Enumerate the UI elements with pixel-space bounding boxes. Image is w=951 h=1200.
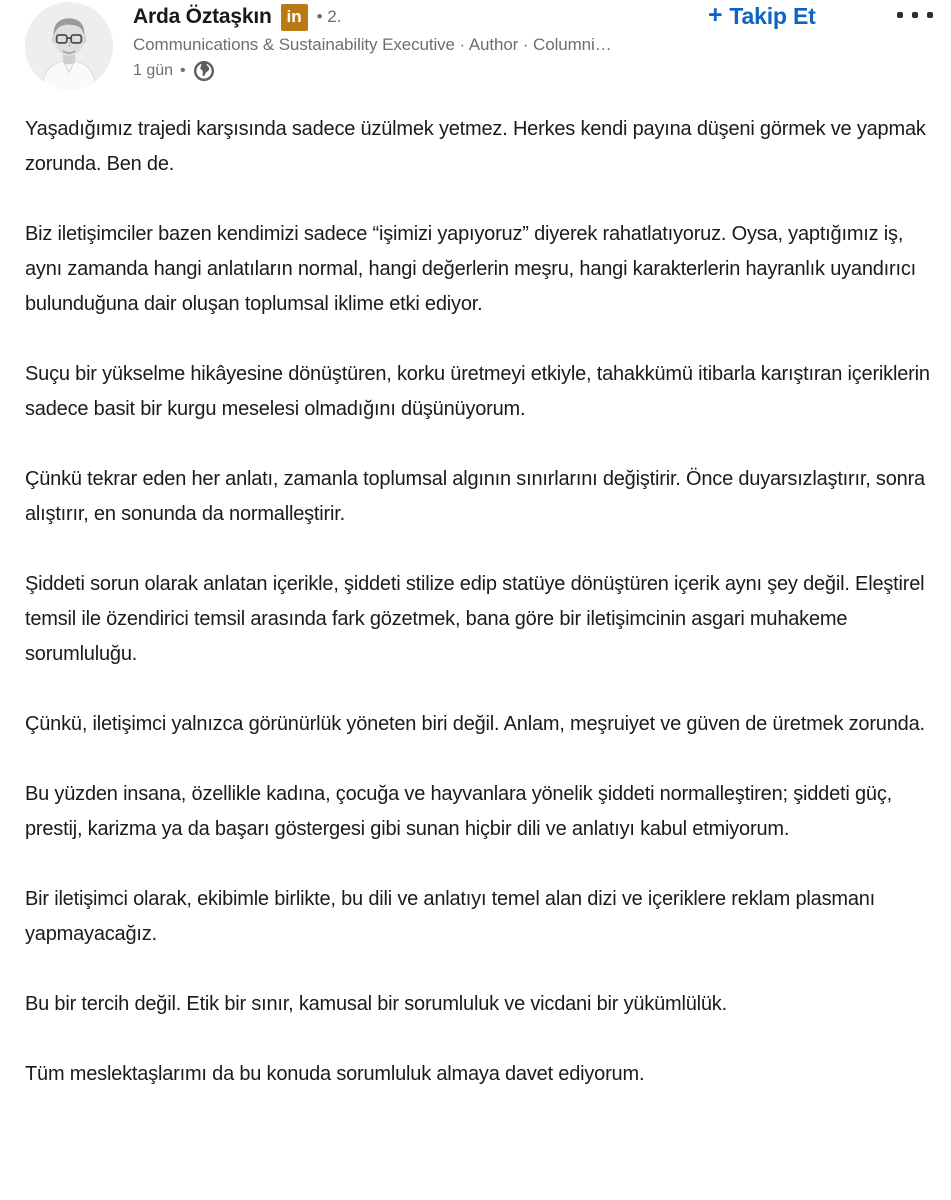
overflow-menu-button[interactable] [893, 8, 937, 22]
post-meta [133, 60, 612, 82]
post-paragraph: Suçu bir yükselme hikâyesine dönüştüren, korku üretmeyi etkiyle, tahakkümü itibarla karıştıran içeriklerin sadece basit bir kurgu meselesi olmadığını düşünüyorum. [25, 363, 930, 420]
post-paragraph: Yaşadığımız trajedi karşısında sadece üzülmek yetmez. Herkes kendi payına düşeni görmek ve yapmak zorunda. Ben de. [25, 118, 926, 175]
post-timestamp: 1 gün [133, 62, 174, 79]
post-paragraph: Çünkü tekrar eden her anlatı, zamanla toplumsal algının sınırlarını değiştirir. Önce duyarsızlaştırır, sonra alıştırır, en sonunda da normalleştirir. [25, 468, 925, 525]
profile-name[interactable]: Arda Öztaşkın [133, 5, 272, 28]
post-paragraph: Tüm meslektaşlarımı da bu konuda sorumluluk almaya davet ediyorum. [25, 1063, 645, 1085]
name-row [133, 2, 612, 32]
ellipsis-icon [897, 12, 903, 18]
profile-headline: Communications & Sustainability Executive · Author · Columni… [133, 35, 612, 54]
post-header [0, 0, 951, 96]
ellipsis-icon [912, 12, 918, 18]
ellipsis-icon [927, 12, 933, 18]
post-paragraph: Şiddeti sorun olarak anlatan içerikle, şiddeti stilize edip statüye dönüştüren içerik aynı şey değil. Eleştirel temsil ile özendirici temsil arasında fark gözetmek, bana göre bir iletişimcinin asgari muhakeme sorumluluğu. [25, 573, 925, 665]
linkedin-badge-icon: in [281, 4, 308, 31]
post-paragraph: Çünkü, iletişimci yalnızca görünürlük yöneten biri değil. Anlam, meşruiyet ve güven de üretmek zorunda. [25, 713, 925, 735]
post-paragraph: Biz iletişimciler bazen kendimizi sadece “işimizi yapıyoruz” diyerek rahatlatıyoruz. Oysa, yaptığımız iş, aynı zamanda hangi anlatıların normal, hangi değerlerin meşru, hangi karakterlerin hayranlık uyandırıcı bulunduğuna dair oluşan toplumsal iklime etki ediyor. [25, 223, 917, 315]
profile-avatar[interactable] [25, 2, 113, 90]
post-paragraph: Bir iletişimci olarak, ekibimle birlikte, bu dili ve anlatıyı temel alan dizi ve içeriklere reklam plasmanı yapmayacağız. [25, 888, 876, 945]
plus-icon: + [708, 1, 723, 29]
globe-icon [193, 60, 215, 82]
post-content [25, 112, 935, 1092]
follow-button-label: Takip Et [729, 3, 816, 29]
follow-button[interactable] [704, 0, 820, 33]
post-paragraph: Bu bir tercih değil. Etik bir sınır, kamusal bir sorumluluk ve vicdani bir yükümlülük. [25, 993, 727, 1015]
connection-degree: • 2. [316, 7, 342, 26]
post-paragraph: Bu yüzden insana, özellikle kadına, çocuğa ve hayvanlara yönelik şiddeti normalleştiren; şiddeti güç, prestij, karizma ya da başarı göstergesi gibi sunan hiçbir dili ve anlatıyı kabul etmiyorum. [25, 783, 892, 840]
meta-separator: • [180, 62, 186, 79]
avatar-portrait-image [25, 2, 113, 90]
profile-info [133, 2, 612, 82]
